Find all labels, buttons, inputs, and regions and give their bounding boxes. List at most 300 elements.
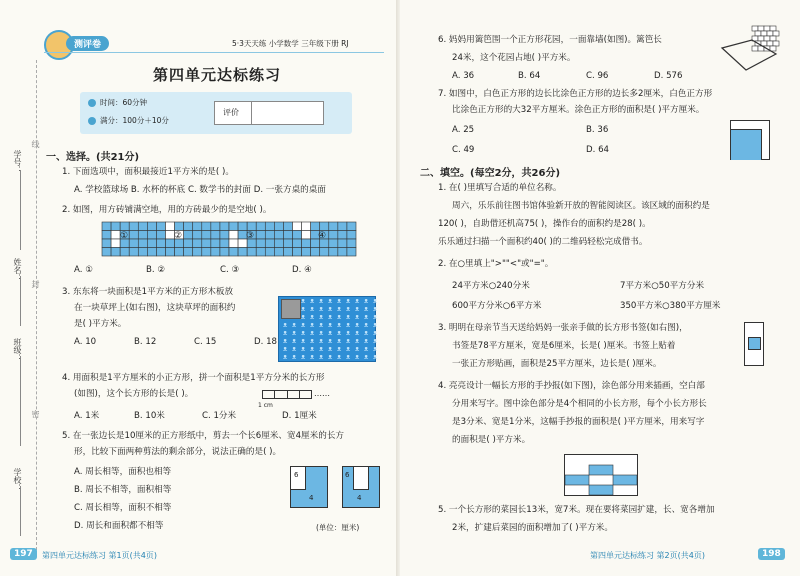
q5-option-b: B. 周长不相等，面积相等 (74, 485, 172, 495)
q2-option-b: B. ② (146, 265, 166, 275)
q2-tile (120, 248, 129, 257)
q3-grass-tuft: ᴥ (292, 321, 297, 329)
q2-text: 2. 如图，用方砖铺满空地，用的方砖最少的是空地( )。 (62, 205, 272, 215)
q3-grass-tuft: ᴥ (346, 305, 351, 313)
q7-shaded-square (731, 129, 762, 160)
q3-grass-tuft: ᴥ (346, 337, 351, 345)
q4-strip-figure (262, 390, 312, 399)
section-fill-title: 二、填空。(每空2分，共26分) (420, 168, 561, 179)
q3-grass-tuft: ᴥ (337, 345, 342, 353)
q2-tile (238, 222, 247, 231)
eval-box (214, 101, 324, 125)
q2-tile (311, 248, 320, 257)
info-box (80, 92, 352, 134)
q2-tile (283, 222, 292, 231)
q3-grass-tuft: ᴥ (283, 329, 288, 337)
q2-tile (220, 231, 229, 240)
f5-line1: 5. 一个长方形的菜园长13米，宽7米。现在要将菜园扩建，长、宽各增加 (438, 505, 715, 515)
left-footer: 第四单元达标练习 第1页(共4页) (42, 551, 157, 560)
q3-grass-tuft: ᴥ (319, 321, 324, 329)
q5-option-a: A. 周长相等，面积也相等 (74, 467, 172, 477)
q2-tile-figure (102, 222, 356, 256)
q3-grass-tuft: ᴥ (283, 321, 288, 329)
q6-option-c: C. 96 (586, 71, 609, 81)
q3-grass-tuft: ᴥ (292, 337, 297, 345)
q3-grass-tuft: ᴥ (346, 321, 351, 329)
q6-brick (767, 41, 773, 46)
q3-grass-tuft: ᴥ (355, 313, 360, 321)
seal-line-label: 线 (31, 140, 40, 148)
f1-line4: 乐乐通过扫描一个面积约40( )的二维码轻松完成借书。 (438, 237, 648, 247)
f1-line1: 1. 在( )里填写合适的单位名称。 (438, 183, 562, 193)
q6-brick (758, 26, 764, 31)
q3-grass-tuft: ᴥ (355, 337, 360, 345)
q3-grass-tuft: ᴥ (319, 345, 324, 353)
q2-tile (302, 222, 311, 231)
q3-grass-tuft: ᴥ (346, 313, 351, 321)
q3-grass-tuft: ᴥ (328, 321, 333, 329)
q3-option-a: A. 10 (74, 337, 97, 347)
q2-tile (229, 248, 238, 257)
q3-option-c: C. 15 (194, 337, 217, 347)
q3-grass-tuft: ᴥ (310, 313, 315, 321)
q3-grass-tuft: ᴥ (301, 353, 306, 361)
q3-grass-tuft: ᴥ (346, 329, 351, 337)
q3-grass-tuft: ᴥ (364, 297, 369, 305)
q3-grass-tuft: ᴥ (346, 297, 351, 305)
q2-tile (193, 222, 202, 231)
q2-tile (247, 222, 256, 231)
q4-line2: (如图)，这个长方形的长是( )。 (74, 389, 194, 399)
f4-shaded-rect (589, 465, 613, 475)
seal-line (36, 60, 37, 550)
q2-tile (293, 231, 302, 240)
q3-grass-tuft: ᴥ (319, 337, 324, 345)
q3-grass-tuft: ᴥ (364, 313, 369, 321)
f4-line2: 分用来写字。图中涂色部分是4个相同的小长方形，每个小长方形长 (452, 399, 707, 409)
q2-tile (138, 231, 147, 240)
q3-grass-tuft: ᴥ (319, 305, 324, 313)
q2-tile (293, 248, 302, 257)
badge-label: 测评卷 (66, 36, 109, 51)
q3-grass-tuft: ᴥ (373, 321, 378, 329)
q2-tile (184, 231, 193, 240)
q1-text: 1. 下面选项中，面积最接近1平方米的是( )。 (62, 167, 234, 177)
q2-tile (184, 239, 193, 248)
q3-grass-tuft: ᴥ (328, 337, 333, 345)
q2-tile (347, 231, 356, 240)
q3-grass-tuft: ᴥ (301, 345, 306, 353)
q2-tile (202, 222, 211, 231)
q2-tile (220, 239, 229, 248)
q2-tile (147, 239, 156, 248)
q3-grass-tuft: ᴥ (283, 337, 288, 345)
section-choice-title: 一、选择。(共21分) (46, 152, 140, 163)
q2-tile (184, 248, 193, 257)
q2-tile (220, 248, 229, 257)
school-label: 学校： (13, 468, 22, 492)
q3-grass-tuft: ᴥ (373, 337, 378, 345)
q2-tile (338, 222, 347, 231)
q2-tile (111, 248, 120, 257)
q3-grass-tuft: ᴥ (337, 297, 342, 305)
q6-brick (764, 36, 770, 41)
q7-line1: 7. 如图中，白色正方形的边长比涂色正方形的边长多2厘米，白色正方形 (438, 89, 713, 99)
right-page (400, 0, 800, 576)
q2-tile (111, 231, 120, 240)
series-label: 5·3天天练 小学数学 三年级下册 RJ (232, 39, 349, 48)
q5-option-c: C. 周长相等，面积不相等 (74, 503, 172, 513)
f1-line3: 120( )，自助借还机高75( )，操作台的面积约是28( )。 (438, 219, 651, 229)
q2-tile (129, 239, 138, 248)
q2-tile (283, 248, 292, 257)
q3-grass-tuft: ᴥ (364, 321, 369, 329)
q7-option-a: A. 25 (452, 125, 475, 135)
q2-tile (283, 239, 292, 248)
q2-tile (338, 231, 347, 240)
time-label: 时间：60分钟 (100, 98, 148, 107)
q3-grass-tuft: ᴥ (337, 321, 342, 329)
q2-tile (184, 222, 193, 231)
q4-option-c: C. 1分米 (202, 411, 237, 421)
f4-poster-svg (565, 455, 637, 495)
q3-grass-tuft: ᴥ (283, 345, 288, 353)
q2-tile (102, 231, 111, 240)
f4-shaded-rect (565, 475, 589, 485)
q3-line3: 是( )平方米。 (74, 319, 127, 329)
q4-ellipsis: …… (314, 389, 330, 398)
q2-tile (156, 222, 165, 231)
q3-grass-figure (278, 296, 376, 362)
f2-line1: 2. 在○里填上">""<"或"="。 (438, 259, 554, 269)
q3-grass-tuft: ᴥ (328, 297, 333, 305)
q2-tile (129, 222, 138, 231)
f3-line2: 书签是78平方厘米，宽是6厘米，长是( )厘米。书签上贴着 (452, 341, 676, 351)
q2-tile (202, 248, 211, 257)
q2-tile (156, 248, 165, 257)
q5-figure-2 (342, 466, 380, 508)
q2-tile (256, 248, 265, 257)
q3-grass-tuft: ᴥ (301, 297, 306, 305)
q3-grass-tuft: ᴥ (283, 353, 288, 361)
q2-tile (256, 239, 265, 248)
q3-grass-tuft: ᴥ (337, 337, 342, 345)
q3-grass-tuft: ᴥ (364, 329, 369, 337)
q3-grass-tuft: ᴥ (337, 305, 342, 313)
q2-tile (329, 231, 338, 240)
q6-brick (770, 26, 776, 31)
q3-grass-tuft: ᴥ (355, 321, 360, 329)
q5-fig1-4: 4 (309, 494, 314, 502)
q2-tile (229, 239, 238, 248)
q3-grass-tuft: ᴥ (301, 313, 306, 321)
q3-line1: 3. 东东将一块面积是1平方米的正方形木板放 (62, 287, 234, 297)
id-underline (20, 170, 21, 250)
q2-label-1: ① (120, 231, 129, 241)
name-label: 姓名： (13, 258, 22, 282)
check-icon (88, 117, 96, 125)
q4-fig-label: 1 cm (258, 402, 273, 409)
school-underline (20, 486, 21, 536)
q2-option-d: D. ④ (292, 265, 312, 275)
q3-grass-tuft: ᴥ (310, 345, 315, 353)
q2-tile (293, 239, 302, 248)
q4-option-d: D. 1厘米 (282, 411, 317, 421)
q3-grass-tuft: ᴥ (373, 313, 378, 321)
q2-tile (302, 248, 311, 257)
q7-line2: 比涂色正方形的大32平方厘米。涂色正方形的面积是( )平方厘米。 (452, 105, 705, 115)
q3-grass-tuft: ᴥ (301, 329, 306, 337)
q2-tile (102, 222, 111, 231)
f4-shaded-rect (613, 475, 637, 485)
q3-grass-tuft: ᴥ (319, 353, 324, 361)
q5-option-d: D. 周长和面积都不相等 (74, 521, 164, 531)
q3-grass-tuft: ᴥ (355, 345, 360, 353)
q5-unit: (单位：厘米) (316, 523, 360, 532)
q2-tile (265, 248, 274, 257)
q1-options: A. 学校篮球场 B. 水杯的杯底 C. 数学书的封面 D. 一张方桌的桌面 (74, 185, 326, 195)
q5-fig1-6: 6 (294, 471, 299, 479)
eval-label: 评价 (223, 108, 239, 117)
q3-grass-tuft: ᴥ (310, 297, 315, 305)
q2-tile (265, 239, 274, 248)
q3-grass-tuft: ᴥ (346, 345, 351, 353)
q6-brick (752, 46, 758, 51)
q2-tile (265, 222, 274, 231)
q4-option-a: A. 1米 (74, 411, 100, 421)
q2-tile (347, 239, 356, 248)
f2-item-1: 24平方米○240分米 (452, 281, 530, 291)
q3-grass-tuft: ᴥ (355, 353, 360, 361)
f4-line4: 的面积是( )平方米。 (452, 435, 531, 445)
q3-grass-tuft: ᴥ (310, 329, 315, 337)
class-underline (20, 356, 21, 446)
q3-grass-tuft: ᴥ (337, 353, 342, 361)
q2-label-2: ② (174, 231, 183, 241)
q2-tile (274, 222, 283, 231)
q2-tile (138, 222, 147, 231)
q6-brick (773, 31, 779, 36)
q2-tile (274, 239, 283, 248)
f4-shaded-rect (589, 485, 613, 495)
q7-option-b: B. 36 (586, 125, 609, 135)
q3-grass-tuft: ᴥ (328, 329, 333, 337)
q5-fig2-4: 4 (357, 494, 362, 502)
q2-tile (156, 239, 165, 248)
q2-tile (274, 248, 283, 257)
q2-tile (102, 239, 111, 248)
q3-grass-tuft: ᴥ (364, 345, 369, 353)
q2-tile (302, 231, 311, 240)
q2-tile (166, 248, 175, 257)
q6-brick (773, 41, 779, 46)
q2-tile (175, 222, 184, 231)
q6-brick (770, 46, 776, 51)
q5-figure-1 (290, 466, 328, 508)
q7-square-figure (730, 120, 770, 160)
q3-grass-tuft: ᴥ (310, 305, 315, 313)
q2-tile (147, 231, 156, 240)
q3-grass-tuft: ᴥ (301, 321, 306, 329)
q3-grass-tuft: ᴥ (292, 345, 297, 353)
q2-tile (102, 248, 111, 257)
q2-tile (156, 231, 165, 240)
q2-tile (229, 231, 238, 240)
q3-grass-tuft: ᴥ (292, 329, 297, 337)
q6-garden-figure (718, 26, 776, 84)
q3-grass-tuft: ᴥ (337, 329, 342, 337)
q2-tile (193, 231, 202, 240)
q5-line1: 5. 在一张边长是10厘米的正方形纸中，剪去一个长6厘米、宽4厘米的长方 (62, 431, 345, 441)
f1-line2: 周六，乐乐前往图书馆体验新开放的智能阅读区。该区域的面积约是 (452, 201, 710, 211)
f2-item-2: 7平方米○50平方分米 (620, 281, 705, 291)
q3-grass-tuft: ᴥ (364, 337, 369, 345)
score-label: 满分：100分＋10分 (100, 116, 169, 125)
q2-tile (211, 222, 220, 231)
q3-grass-tuft: ᴥ (319, 313, 324, 321)
q6-brick (770, 36, 776, 41)
q2-tile (111, 239, 120, 248)
q6-brick (755, 31, 761, 36)
q7-option-d: D. 64 (586, 145, 610, 155)
f4-poster-figure (564, 454, 638, 496)
q2-tile (265, 231, 274, 240)
q2-tile (166, 222, 175, 231)
q2-tile (202, 239, 211, 248)
f4-line1: 4. 亮亮设计一幅长方形的手抄报(如下图)，涂色部分用来插画，空白部 (438, 381, 705, 391)
q2-tile (175, 248, 184, 257)
q2-tile (283, 231, 292, 240)
f3-bookmark-figure (744, 322, 764, 366)
q4-line1: 4. 用面积是1平方厘米的小正方形，拼一个面积是1平方分米的长方形 (62, 373, 325, 383)
q3-grass-tuft: ᴥ (373, 305, 378, 313)
q2-tile (329, 248, 338, 257)
q3-grass-tuft: ᴥ (364, 353, 369, 361)
q2-tile (211, 248, 220, 257)
q3-grass-tuft: ᴥ (328, 353, 333, 361)
q3-grass-tuft: ᴥ (292, 353, 297, 361)
f3-sticker (748, 337, 761, 350)
left-page-number: 197 (10, 548, 37, 560)
q3-grass-tuft: ᴥ (319, 329, 324, 337)
f2-item-4: 350平方米○380平方厘米 (620, 301, 721, 311)
q3-grass-tuft: ᴥ (328, 313, 333, 321)
q5-line2: 形，比较下面两种剪法的剩余部分，说法正确的是( )。 (74, 447, 282, 457)
q3-grass-tuft: ᴥ (319, 297, 324, 305)
seal-secret-label: 密 (31, 410, 40, 418)
f3-line3: 一张正方形贴画，面积是25平方厘米，边长是( )厘米。 (452, 359, 662, 369)
q3-grass-tuft: ᴥ (310, 337, 315, 345)
q2-option-c: C. ③ (220, 265, 240, 275)
q2-tile (211, 231, 220, 240)
q2-tile (129, 248, 138, 257)
q6-line2: 24米，这个花园占地( )平方米。 (452, 53, 576, 63)
q6-option-d: D. 576 (654, 71, 683, 81)
q4-option-b: B. 10米 (134, 411, 165, 421)
q2-tile (147, 222, 156, 231)
q6-option-a: A. 36 (452, 71, 475, 81)
clock-icon (88, 99, 96, 107)
q6-brick (758, 36, 764, 41)
q3-grass-tuft: ᴥ (373, 297, 378, 305)
q3-line2: 在一块草坪上(如右图)，这块草坪的面积约 (74, 303, 236, 313)
q2-tile (229, 222, 238, 231)
f3-line1: 3. 明明在母亲节当天送给妈妈一张亲手做的长方形书签(如右图)， (438, 323, 688, 333)
q3-grass-tuft: ᴥ (355, 297, 360, 305)
f4-line3: 是3分米、宽是1分米，这幅手抄报的面积是( )平方厘米，用来写字 (452, 417, 705, 427)
q3-grass-tuft: ᴥ (364, 305, 369, 313)
q2-tile (320, 222, 329, 231)
q2-tile (347, 222, 356, 231)
q2-tile (138, 239, 147, 248)
q3-grass-tuft: ᴥ (301, 337, 306, 345)
q3-grass-tuft: ᴥ (373, 329, 378, 337)
q2-tile (320, 248, 329, 257)
q3-grass-tuft: ᴥ (355, 305, 360, 313)
q2-tile (193, 248, 202, 257)
q2-tile (256, 231, 265, 240)
q6-line1: 6. 妈妈用篱笆围一个正方形花园，一面靠墙(如图)。篱笆长 (438, 35, 662, 45)
q3-grass-tuft: ᴥ (301, 305, 306, 313)
q3-grass-tuft: ᴥ (337, 313, 342, 321)
q2-label-3: ③ (246, 231, 255, 241)
q2-tile (211, 239, 220, 248)
q3-option-b: B. 12 (134, 337, 157, 347)
q2-tile (329, 222, 338, 231)
q2-tile (238, 248, 247, 257)
q2-tile (193, 239, 202, 248)
page-title: 第四单元达标练习 (153, 66, 282, 84)
student-id-label: 学号： (13, 150, 22, 174)
q5-cut-2 (353, 467, 369, 490)
f2-item-3: 600平方分米○6平方米 (452, 301, 542, 311)
q3-grass-tuft: ᴥ (373, 345, 378, 353)
q2-option-a: A. ① (74, 265, 93, 275)
q2-label-4: ④ (318, 231, 327, 241)
q2-tile (329, 239, 338, 248)
q3-wood-board (281, 299, 301, 319)
q2-tile (220, 222, 229, 231)
class-label: 班级： (13, 338, 22, 362)
q2-tile (111, 222, 120, 231)
header-rule (44, 52, 384, 53)
q6-option-b: B. 64 (518, 71, 541, 81)
q2-tile (347, 248, 356, 257)
q3-grass-tuft: ᴥ (346, 353, 351, 361)
eval-input[interactable] (252, 102, 323, 124)
seal-seal-label: 封 (31, 280, 40, 288)
f5-line2: 2米，扩建后菜园的面积增加了( )平方米。 (452, 523, 613, 533)
q3-grass-tuft: ᴥ (328, 305, 333, 313)
q6-garden-svg (718, 26, 776, 84)
q2-tile (302, 239, 311, 248)
q3-option-d: D. 18 (254, 337, 278, 347)
right-page-number: 198 (758, 548, 785, 560)
q3-grass-tuft: ᴥ (355, 329, 360, 337)
q3-grass-tuft: ᴥ (373, 353, 378, 361)
q2-tile (138, 248, 147, 257)
q2-tile (274, 231, 283, 240)
q3-grass-tuft: ᴥ (310, 353, 315, 361)
q2-tile (293, 222, 302, 231)
q2-tile (247, 248, 256, 257)
q2-tile (129, 231, 138, 240)
q3-grass-tuft: ᴥ (310, 321, 315, 329)
right-footer: 第四单元达标练习 第2页(共4页) (590, 551, 705, 560)
q2-tile (338, 248, 347, 257)
q6-brick (752, 26, 758, 31)
q2-tile (120, 222, 129, 231)
